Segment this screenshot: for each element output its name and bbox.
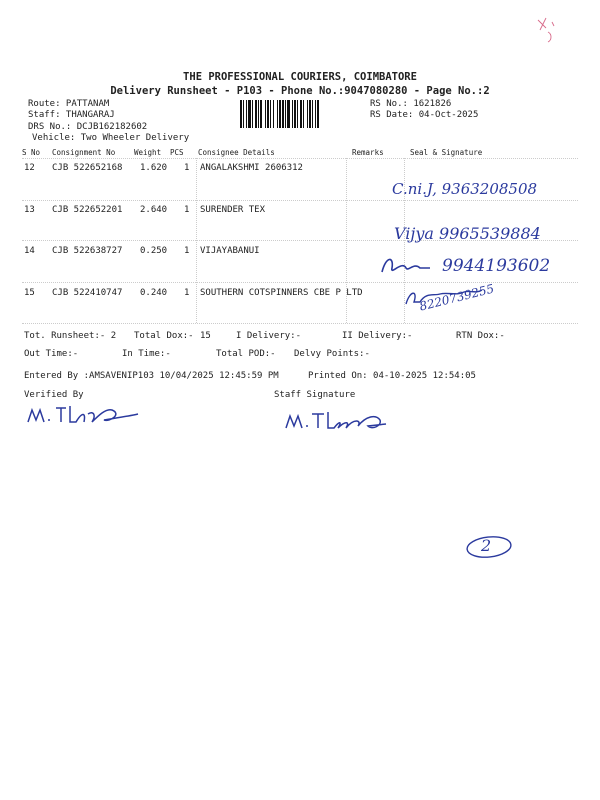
total-dox-label: Total Dox:-	[134, 331, 194, 341]
row-weight: 0.250	[140, 246, 168, 256]
row-pcs: 1	[184, 205, 190, 215]
company-name: THE PROFESSIONAL COURIERS, COIMBATORE	[183, 71, 417, 83]
staff-label: Staff: THANGARAJ	[28, 110, 115, 120]
runsheet-title: Delivery Runsheet - P103 - Phone No.:9047080280 - Page No.:2	[110, 85, 490, 97]
total-pod: Total POD:-	[216, 349, 276, 359]
col-sno: S No	[22, 148, 41, 157]
row-consignment: CJB 522638727	[52, 246, 123, 256]
col-consignment: Consignment No	[52, 148, 116, 157]
row-sno: 13	[24, 205, 35, 215]
vehicle-label: Vehicle: Two Wheeler Delivery	[32, 133, 190, 143]
row-pcs: 1	[184, 246, 190, 256]
printed-on: Printed On: 04-10-2025 12:54:05	[308, 371, 476, 381]
verified-by-signature	[26, 402, 146, 428]
barcode	[240, 100, 366, 128]
row-handwritten-signature: C.ni.J, 9363208508	[392, 180, 538, 198]
total-runsheet: Tot. Runsheet:- 2	[24, 331, 117, 341]
page-mark: 2	[481, 536, 492, 555]
row-handwritten-signature: 9944193602	[442, 256, 551, 276]
rtn-dox: RTN Dox:-	[456, 331, 505, 341]
row-details: ANGALAKSHMI 2606312	[200, 163, 303, 173]
col-details: Consignee Details	[198, 148, 275, 157]
ii-delivery: II Delivery:-	[342, 331, 413, 341]
i-delivery: I Delivery:-	[236, 331, 302, 341]
drs-number: DRS No.: DCJB162182602	[28, 122, 148, 132]
route-label: Route: PATTANAM	[28, 99, 110, 109]
row-handwritten-signature: 8220739255	[418, 281, 496, 314]
out-time: Out Time:-	[24, 349, 79, 359]
col-pcs: PCS	[170, 148, 184, 157]
signature-scribble	[378, 254, 438, 278]
stamp-mark	[534, 14, 558, 44]
verified-by-label: Verified By	[24, 390, 84, 400]
row-pcs: 1	[184, 288, 190, 298]
in-time: In Time:-	[122, 349, 171, 359]
col-remarks: Remarks	[352, 148, 384, 157]
row-consignment: CJB 522652168	[52, 163, 123, 173]
row-details: SURENDER TEX	[200, 205, 266, 215]
row-sno: 15	[24, 288, 35, 298]
row-weight: 2.640	[140, 205, 168, 215]
row-weight: 1.620	[140, 163, 168, 173]
row-handwritten-signature: Vijya 9965539884	[394, 224, 541, 243]
entered-by: Entered By :AMSAVENIP103 10/04/2025 12:45:59 PM	[24, 371, 279, 381]
delivery-points: Delvy Points:-	[294, 349, 370, 359]
row-sno: 12	[24, 163, 35, 173]
row-details: SOUTHERN COTSPINNERS CBE P LTD	[200, 288, 363, 298]
row-sno: 14	[24, 246, 35, 256]
col-seal-signature: Seal & Signature	[410, 148, 483, 157]
total-dox-value: 15	[200, 331, 211, 341]
row-details: VIJAYABANUI	[200, 246, 260, 256]
row-pcs: 1	[184, 163, 190, 173]
staff-signature-label: Staff Signature	[274, 390, 356, 400]
staff-signature	[284, 408, 394, 434]
row-consignment: CJB 522410747	[52, 288, 123, 298]
col-weight: Weight	[134, 148, 162, 157]
row-weight: 0.240	[140, 288, 168, 298]
rs-date: RS Date: 04-Oct-2025	[370, 110, 479, 120]
row-consignment: CJB 522652201	[52, 205, 123, 215]
rs-number: RS No.: 1621826	[370, 99, 452, 109]
